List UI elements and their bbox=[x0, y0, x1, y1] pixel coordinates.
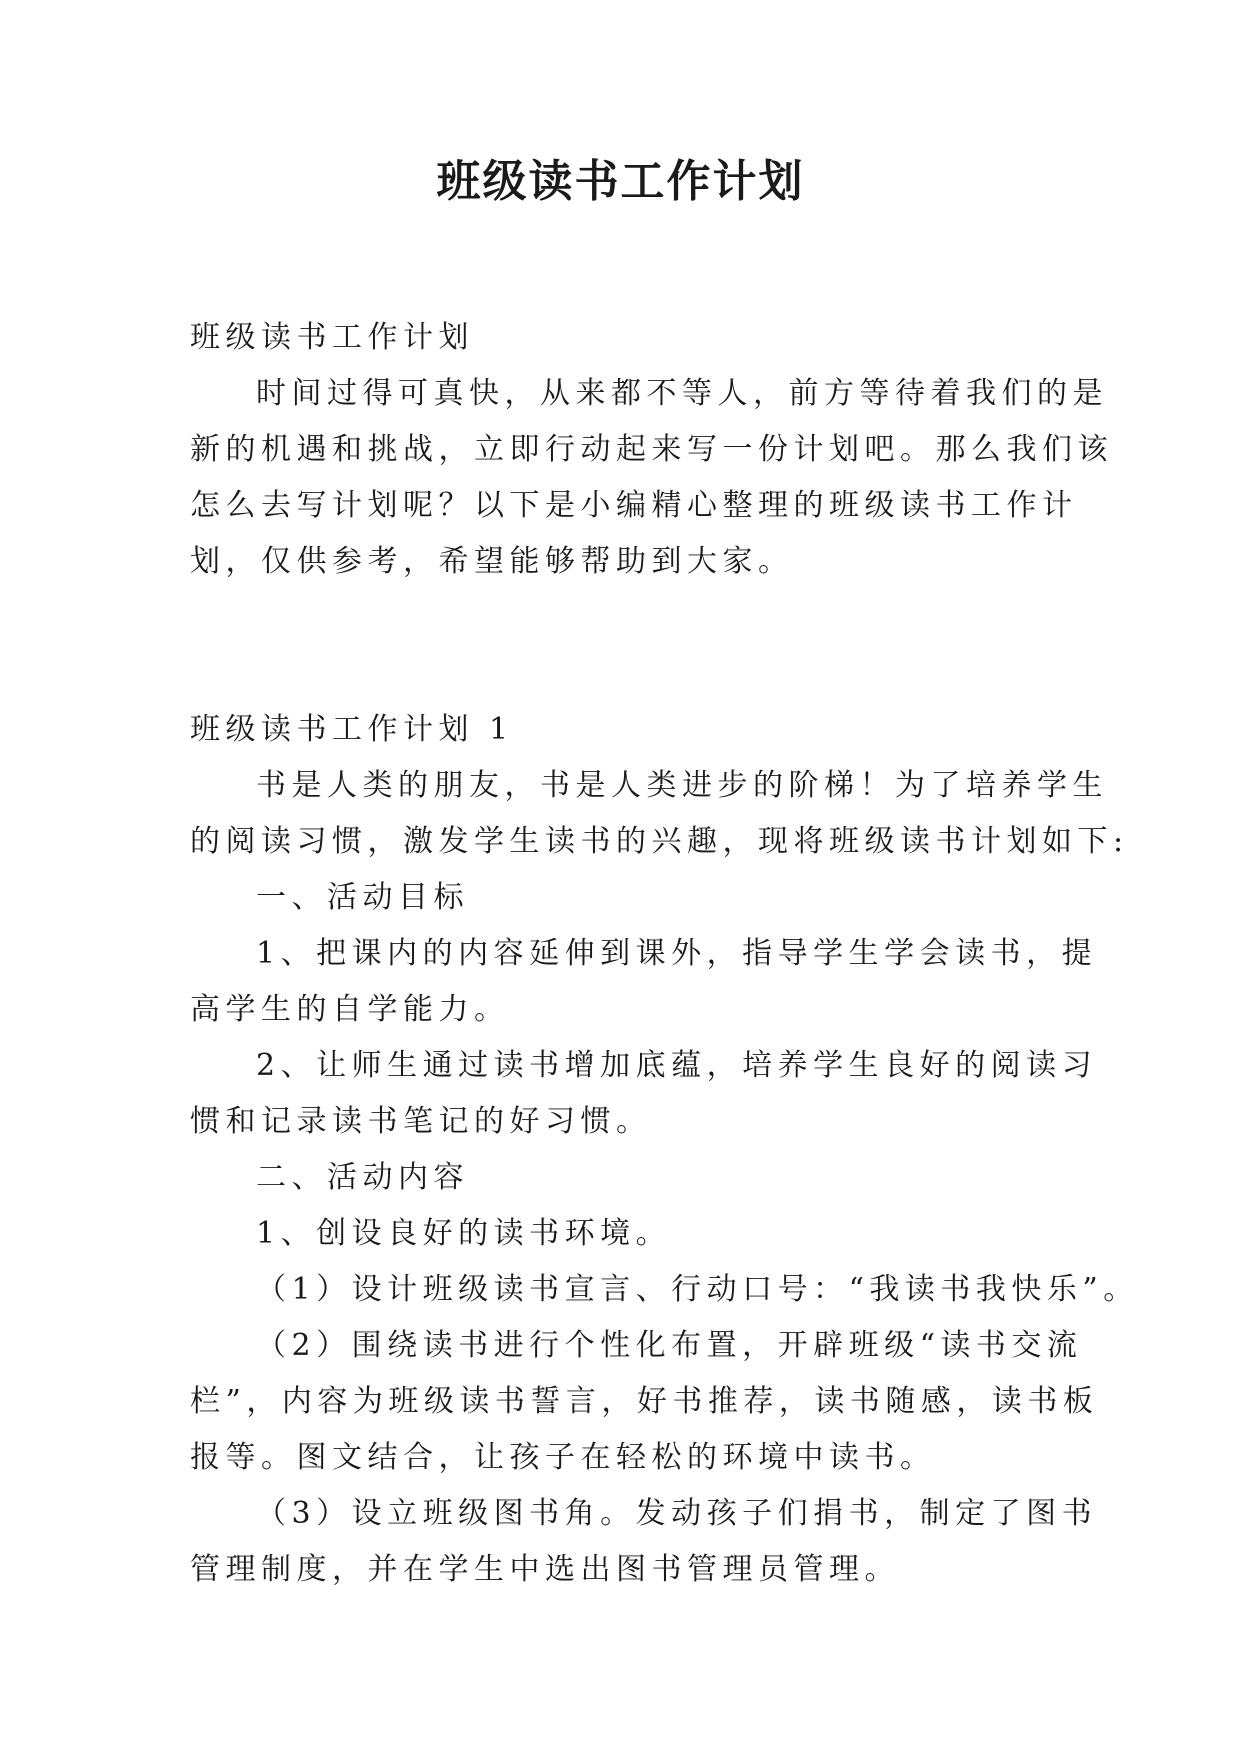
intro-paragraph-line: 怎么去写计划呢？以下是小编精心整理的班级读书工作计 bbox=[190, 488, 1078, 523]
document-body bbox=[190, 310, 1139, 1598]
section-heading: 班级读书工作计划 1 bbox=[190, 712, 514, 747]
paragraph-line: 高学生的自学能力。 bbox=[190, 992, 510, 1027]
subheading-activity-content: 二、活动内容 bbox=[256, 1160, 469, 1195]
paragraph-line: （3）设立班级图书角。发动孩子们捐书，制定了图书 bbox=[256, 1496, 1098, 1531]
paragraph-line: 惯和记录读书笔记的好习惯。 bbox=[190, 1104, 652, 1139]
paragraph-line: 1、把课内的内容延伸到课外，指导学生学会读书，提 bbox=[256, 936, 1098, 971]
paragraph-line: 栏”，内容为班级读书誓言，好书推荐，读书随感，读书板 bbox=[190, 1384, 1099, 1419]
paragraph-line: 1、创设良好的读书环境。 bbox=[256, 1216, 672, 1251]
intro-paragraph-line: 划，仅供参考，希望能够帮助到大家。 bbox=[190, 544, 794, 579]
document-title: 班级读书工作计划 bbox=[436, 156, 805, 207]
paragraph-line: （2）围绕读书进行个性化布置，开辟班级“读书交流 bbox=[256, 1328, 1083, 1363]
subheading-activity-goals: 一、活动目标 bbox=[256, 880, 469, 915]
section-spacer bbox=[190, 590, 1050, 702]
paragraph-line: 书是人类的朋友，书是人类进步的阶梯！为了培养学生 bbox=[256, 768, 1108, 803]
paragraph-line: 管理制度，并在学生中选出图书管理员管理。 bbox=[190, 1552, 900, 1587]
paragraph-line: 的阅读习惯，激发学生读书的兴趣，现将班级读书计划如下: bbox=[190, 824, 1129, 859]
intro-paragraph-line: 时间过得可真快，从来都不等人，前方等待着我们的是 bbox=[256, 376, 1108, 411]
paragraph-line: 报等。图文结合，让孩子在轻松的环境中读书。 bbox=[190, 1440, 936, 1475]
intro-paragraph-line: 新的机遇和挑战，立即行动起来写一份计划吧。那么我们该 bbox=[190, 432, 1113, 467]
paragraph-line: （1）设计班级读书宣言、行动口号：“我读书我快乐”。 bbox=[256, 1272, 1139, 1307]
paragraph-line: 2、让师生通过读书增加底蕴，培养学生良好的阅读习 bbox=[256, 1048, 1098, 1083]
intro-heading: 班级读书工作计划 bbox=[190, 320, 474, 355]
